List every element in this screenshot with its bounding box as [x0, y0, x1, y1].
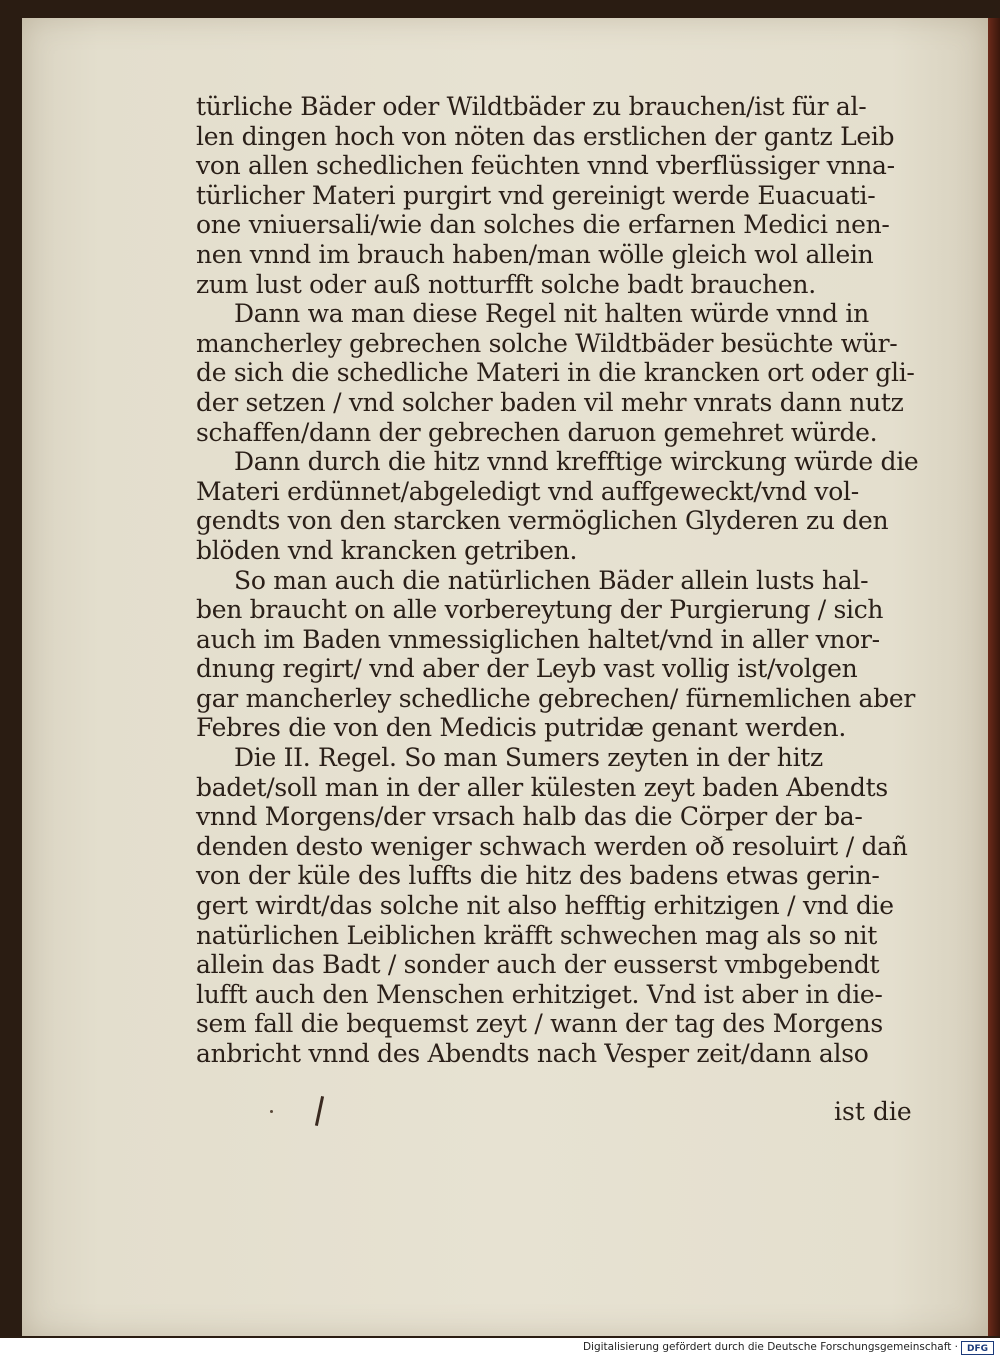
footer-bar: [0, 1338, 1000, 1359]
book-binding-edge: [988, 18, 1000, 1336]
text-line: mancherley gebrechen solche Wildtbäder besüchte wür-: [196, 328, 898, 358]
text-line: von allen schedlichen feüchten vnnd vberflüssiger vnna-: [196, 151, 895, 181]
text-line: sem fall die bequemst zeyt / wann der tag des Morgens: [196, 1009, 883, 1039]
dfg-logo: DFG: [961, 1341, 994, 1355]
text-line: anbricht vnnd des Abendts nach Vesper zeit/dann also: [196, 1039, 869, 1068]
text-line: dnung regirt/ vnd aber der Leyb vast vollig ist/volgen: [196, 654, 858, 684]
text-line: de sich die schedliche Materi in die krancken ort oder gli-: [196, 358, 915, 388]
text-line: auch im Baden vnmessiglichen haltet/vnd in aller vnor-: [196, 624, 880, 654]
text-line: denden desto weniger schwach werden oð resoluirt / dañ: [196, 831, 908, 861]
text-line: gendts von den starcken vermöglichen Glyderen zu den: [196, 506, 889, 536]
text-line: lufft auch den Menschen erhitziget. Vnd ist aber in die-: [196, 979, 883, 1009]
text-line: badet/soll man in der aller külesten zeyt baden Abendts: [196, 772, 888, 802]
text-line: blöden vnd krancken getriben.: [196, 535, 578, 565]
text-line: ben braucht on alle vorbereytung der Purgierung / sich: [196, 595, 884, 625]
text-line: Die II. Regel. So man Sumers zeyten in der hitz: [234, 743, 823, 773]
text-line: Febres die von den Medicis putridæ genant werden.: [196, 713, 847, 743]
text-line: nen vnnd im brauch haben/man wölle gleich wol allein: [196, 239, 874, 269]
text-line: zum lust oder auß notturfft solche badt brauchen.: [196, 269, 816, 299]
page-text-block: [196, 92, 919, 1069]
ink-speck: [270, 1110, 273, 1113]
text-line: gar mancherley schedliche gebrechen/ fürnemlichen aber: [196, 683, 916, 713]
text-line: one vniuersali/wie dan solches die erfarnen Medici nen-: [196, 210, 890, 240]
text-line: türliche Bäder oder Wildtbäder zu brauchen/ist für al-: [196, 92, 867, 121]
text-line: Dann wa man diese Regel nit halten würde vnnd in: [234, 299, 869, 329]
text-line: natürlichen Leiblichen kräfft schwechen mag als so nit: [196, 920, 877, 950]
text-line: Materi erdünnet/abgeledigt vnd auffgeweckt/vnd vol-: [196, 476, 859, 506]
text-line: von der küle des luffts die hitz des badens etwas gerin-: [196, 861, 880, 891]
text-line: türlicher Materi purgirt vnd gereinigt werde Euacuati-: [196, 180, 876, 210]
funding-credit: Digitalisierung gefördert durch die Deutsche Forschungsgemeinschaft ·: [582, 1341, 958, 1353]
text-line: So man auch die natürlichen Bäder allein lusts hal-: [234, 565, 869, 595]
catchword: ist die: [834, 1097, 912, 1126]
text-line: der setzen / vnd solcher baden vil mehr vnrats dann nutz: [196, 387, 904, 417]
text-line: Dann durch die hitz vnnd krefftige wirckung würde die: [234, 447, 919, 477]
text-line: vnnd Morgens/der vrsach halb das die Cörper der ba-: [196, 802, 863, 832]
text-line: gert wirdt/das solche nit also hefftig erhitzigen / vnd die: [196, 891, 894, 921]
text-line: len dingen hoch von nöten das erstlichen der gantz Leib: [196, 121, 895, 151]
text-line: allein das Badt / sonder auch der eusserst vmbgebendt: [196, 950, 880, 980]
text-line: schaffen/dann der gebrechen daruon gemehret würde.: [196, 417, 878, 447]
